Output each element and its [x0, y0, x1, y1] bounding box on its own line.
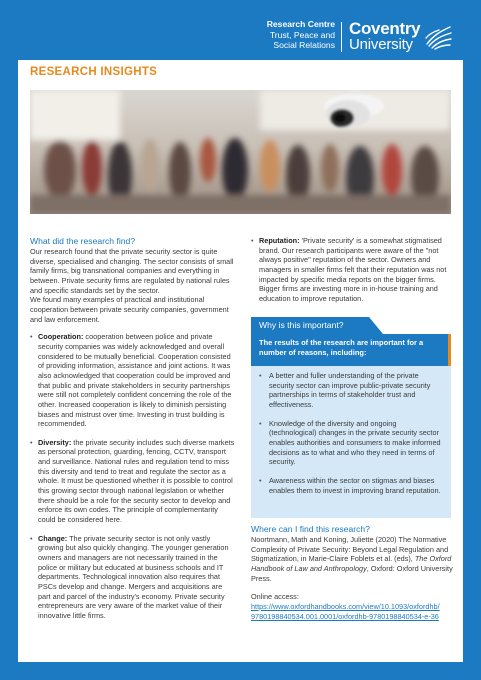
finding-item: • Change: The private security sector is not only vastly growing but also quickly changing. The younger generation owners and managers are not necessarily trained in the police or military but educated at business schools and IT departments. Technological innovation also requires that PSCs develop and change. Mergers and acquisitions are part and parcel of the industry's economy. Private security entrepreneurs are very aware of the market value of their innovative little firms.	[30, 534, 235, 621]
reputation-column	[251, 236, 451, 313]
why-item: • Knowledge of the diversity and ongoing (technological) changes in the private security sector enables authorities and consumers to make informed decisions as to what and who they need in terms of security.	[259, 419, 443, 467]
research-centre-name: Research Centre Trust, Peace and Social Relations	[266, 19, 335, 50]
findings-intro-2: We found many examples of practical and institutional cooperation between private security companies, government and law enforcement.	[30, 295, 229, 324]
where-heading: Where can I find this research?	[251, 524, 370, 534]
online-label: Online access:	[251, 592, 299, 602]
coventry-university-logo: Coventry University	[349, 19, 421, 53]
cctv-camera-photo	[30, 90, 451, 214]
finding-item: • Diversity: the private security includes such diverse markets as personal protection, guarding, fencing, CCTV, transport and surveillance. National rules and regulation tend to miss this diversity and tend to treat and regulate the sector as a whole. It must be questioned whether it is possible to control this growing sector through national legislation or whether there should be a role for the security sector to develop and enforce its own codes. The principle of complementarity could be considered here.	[30, 438, 235, 525]
why-list	[259, 371, 443, 495]
why-heading: Why is this important?	[259, 320, 344, 330]
why-item: • A better and fuller understanding of the private security sector can improve public-private security partnerships in terms of stakeholder trust and effectiveness.	[259, 371, 443, 410]
findings-list	[30, 332, 235, 620]
research-link[interactable]: https://www.oxfordhandbooks.com/view/10.1093/oxfordhb/9780198840534.001.0001/oxfordhb-9780198840534-e-36	[251, 601, 440, 621]
findings-heading: What did the research find?	[30, 236, 136, 246]
accent-stripe	[448, 334, 451, 366]
finding-item: • Cooperation: cooperation between police and private security companies was widely acknowledged and overall considered to be mutually beneficial. Cooperation consisted of providing information, assistance and joint actions. It was also acknowledged that cooperation could be improved and that public and private stakeholders in security partnerships were still not completely confident concerning the role of the other. Increased cooperation is likely to diminish persisting biases and mistrust over time. Investing in trust building is recommended.	[30, 332, 235, 429]
why-intro: The results of the research are important for a number of reasons, including:	[251, 334, 451, 366]
findings-column	[30, 236, 235, 630]
finding-item-reputation: • Reputation: 'Private security' is a somewhat stigmatised brand. Our research participants were aware of the "not always positive" reputation of the sector. Owners and managers in smaller firms felt that their reputation was not impacted by specific media reports on the bigger firms. Bigger firms are investing more in in-house training and education to improve reputation.	[251, 236, 451, 304]
where-section	[251, 524, 456, 621]
section-title: RESEARCH INSIGHTS	[30, 66, 158, 78]
citation: Noortmann, Math and Koning, Juliette (2020) The Normative Complexity of Private Security: Beyond Legal Regulation and Stigmatization, in Marie-Claire Foblets et al. (eds), The Oxford Handbook of Law and Anthropology, Oxford: Oxford University Press.	[251, 535, 453, 583]
why-box	[251, 366, 451, 518]
why-item: • Awareness within the sector on stigmas and biases enables them to invest in improving brand reputation.	[259, 476, 443, 495]
reputation-list	[251, 236, 451, 304]
findings-intro: Our research found that the private security sector is quite diverse, specialised and changing. The sector consists of small family firms, big transnational companies and everything in between. Private security firms are regulated by national rules and specific standards set by the sector.	[30, 247, 234, 295]
